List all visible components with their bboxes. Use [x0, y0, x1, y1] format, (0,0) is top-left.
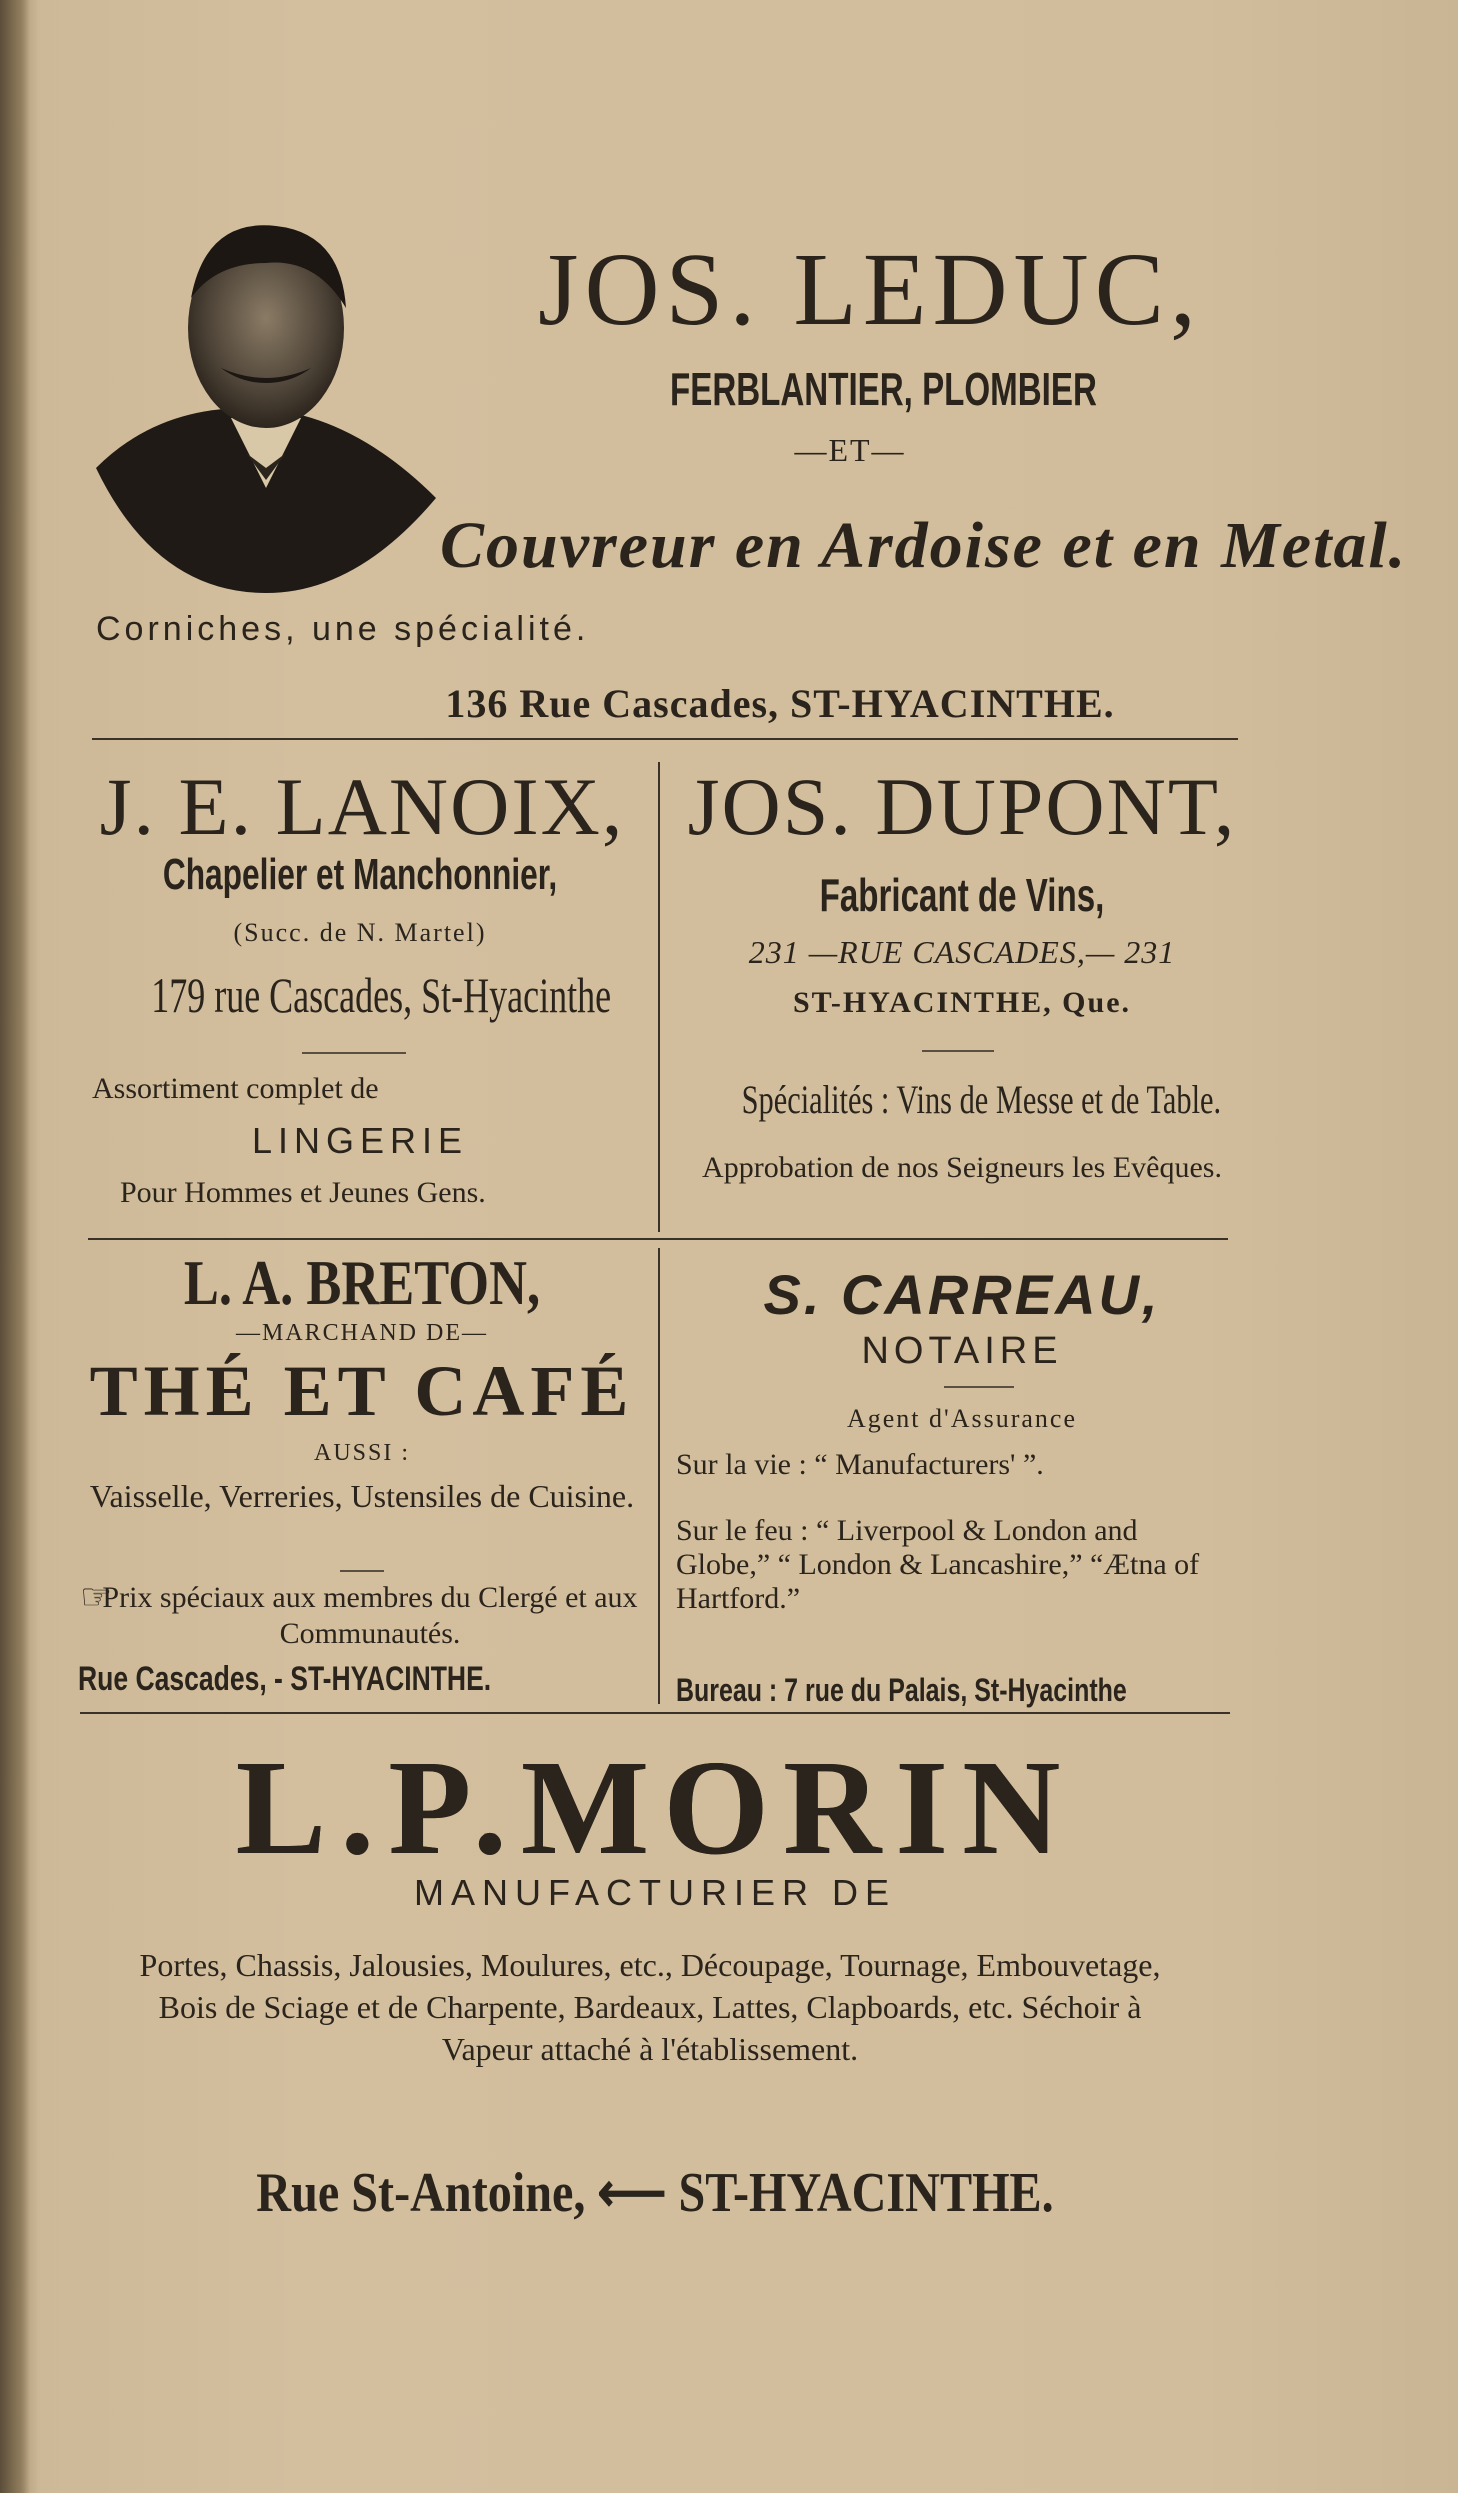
dupont-short-rule: [922, 1050, 994, 1052]
lanoix-address: 179 rue Cascades, St-Hyacinthe: [151, 967, 612, 1023]
divider-middle: [88, 1238, 1228, 1240]
morin-description: Portes, Chassis, Jalousies, Moulures, etc., Découpage, Tournage, Embouvetage, Bois de Sciage et de Charpente, Bardeaux, Lattes, Clapboards, etc. Séchoir à Vapeur attaché à l'établissement.: [139, 1947, 1161, 2067]
carreau-short-rule: [944, 1386, 1014, 1388]
divider-vertical-upper: [658, 762, 660, 1232]
breton-aussi: AUSSI :: [313, 1440, 411, 1466]
divider-top: [92, 738, 1238, 740]
leduc-couvreur: Couvreur en Ardoise et en Metal.: [440, 509, 1408, 582]
leduc-trade: FERBLANTIER, PLOMBIER: [670, 363, 1097, 415]
dupont-city: ST-HYACINTHE, Que.: [792, 986, 1132, 1019]
lanoix-succ: (Succ. de N. Martel): [233, 918, 487, 947]
leduc-corniches: Corniches, une spécialité.: [96, 610, 590, 648]
leduc-name: JOS. LEDUC,: [537, 232, 1203, 347]
lanoix-assortiment: Assortiment complet de: [92, 1072, 379, 1105]
morin-address: Rue St-Antoine, ⟵ ST-HYACINTHE.: [256, 2162, 1054, 2224]
lanoix-short-rule: [302, 1052, 406, 1054]
breton-prix: Prix spéciaux aux membres du Clergé et aux Communautés.: [102, 1581, 638, 1650]
carreau-name: S. CARREAU,: [763, 1263, 1161, 1326]
divider-bottom: [80, 1712, 1230, 1714]
morin-name: L.P.MORIN: [235, 1733, 1075, 1883]
lanoix-name: J. E. LANOIX,: [99, 761, 625, 852]
breton-the-cafe: THÉ ET CAFÉ: [89, 1351, 635, 1431]
carreau-vie: Sur la vie : “ Manufacturers' ”.: [676, 1448, 1044, 1481]
dupont-approbation: Approbation de nos Seigneurs les Evêques.: [702, 1151, 1222, 1184]
lanoix-trade: Chapelier et Manchonnier,: [162, 850, 558, 899]
lanoix-lingerie: LINGERIE: [251, 1120, 469, 1161]
breton-address: Rue Cascades, - ST-HYACINTHE.: [78, 1660, 492, 1698]
breton-vaisselle: Vaisselle, Verreries, Ustensiles de Cuisine.: [89, 1478, 635, 1514]
pointing-hand-icon: ☞: [80, 1577, 113, 1617]
dupont-address: 231 —RUE CASCADES,— 231: [748, 934, 1176, 970]
dupont-trade: Fabricant de Vins,: [819, 869, 1105, 921]
carreau-agent: Agent d'Assurance: [846, 1404, 1077, 1433]
leduc-address: 136 Rue Cascades, ST-HYACINTHE.: [445, 681, 1115, 726]
morin-manufacturier: MANUFACTURIER DE: [413, 1872, 897, 1913]
leduc-et: —ET—: [794, 432, 906, 468]
carreau-feu: Sur le feu : “ Liverpool & London and Globe,” “ London & Lancashire,” “Ætna of Hartford.”: [676, 1514, 1200, 1615]
leduc-portrait: [96, 218, 436, 598]
breton-short-rule: [340, 1570, 384, 1572]
book-spine: [0, 0, 30, 2493]
lanoix-pour: Pour Hommes et Jeunes Gens.: [120, 1176, 486, 1209]
breton-name: L. A. BRETON,: [183, 1247, 541, 1318]
breton-marchand: —MARCHAND DE—: [235, 1320, 488, 1346]
dupont-specialites: Spécialités : Vins de Messe et de Table.: [741, 1077, 1222, 1122]
carreau-bureau: Bureau : 7 rue du Palais, St-Hyacinthe: [676, 1672, 1127, 1708]
dupont-name: JOS. DUPONT,: [687, 761, 1237, 852]
carreau-notaire: NOTAIRE: [861, 1330, 1063, 1372]
